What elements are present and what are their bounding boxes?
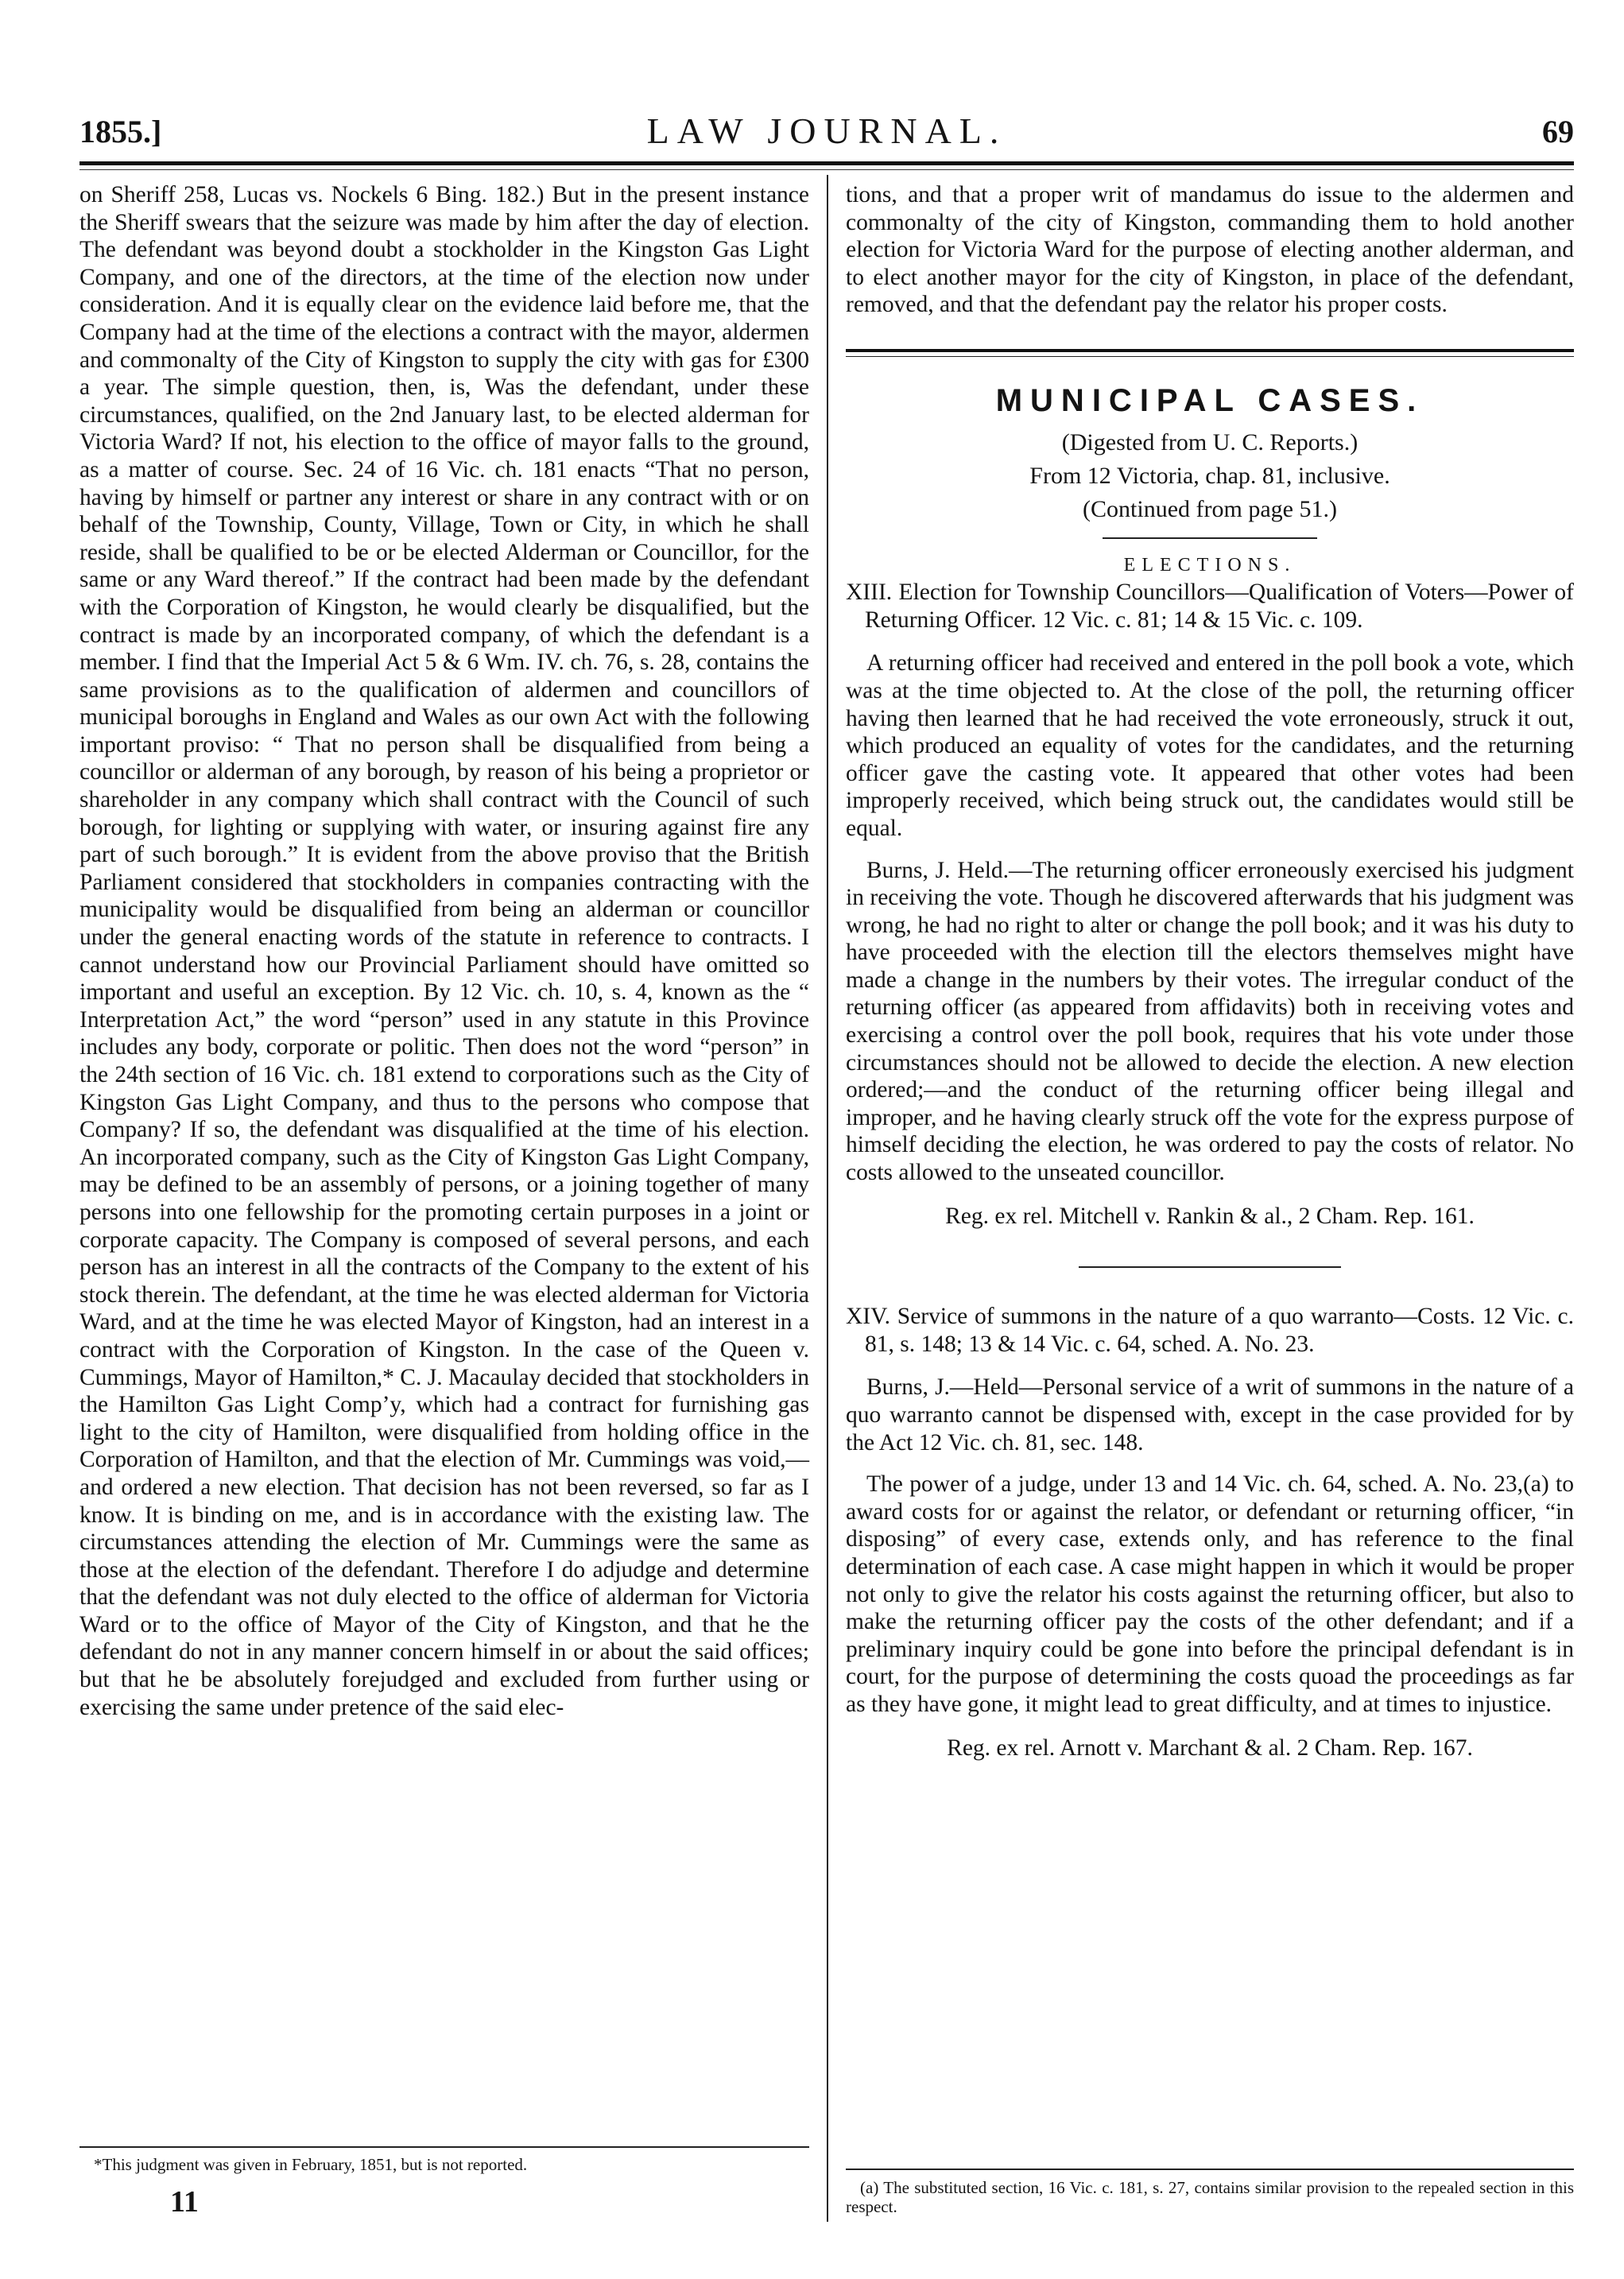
case-paragraph: Burns, J.—Held—Personal service of a writ of summons in the nature of a quo warranto cannot be dispensed with, except in the case provided for by the Act 12 Vic. ch. 81, sec. 148. [846, 1374, 1574, 1455]
left-column [79, 181, 809, 1721]
from-line: From 12 Victoria, chap. 81, inclusive. [1029, 462, 1390, 489]
case-heading: XIV. Service of summons in the nature of a quo warranto—Costs. 12 Vic. c. 81, s. 148; 13 & 14 Vic. c. 64, sched. A. No. 23. [846, 1304, 1574, 1357]
left-column-paragraph: on Sheriff 258, Lucas vs. Nockels 6 Bing. 182.) But in the present instance the Sheriff swears that the seizure was made by him after the day of election. The defendant was beyond doubt a stockholder in the Kingston Gas Light Company, and one of the directors, at the time of the election now under consideration. And it is equally clear on the evidence laid before me, that the Company had at the time of the elections a contract with the mayor, aldermen and commonalty of the City of Kingston to supply the city with gas for £300 a year. The simple question, then, is, Was the defendant, under these circumstances, qualified, on the 2nd January last, to be elected alderman for Victoria Ward? If not, his election to the office of mayor falls to the ground, as a matter of course. Sec. 24 of 16 Vic. ch. 181 enacts “That no person, having by himself or partner any interest or share in any contract with or on behalf of the Township, County, Village, Town or City, in which he shall reside, shall be qualified to be or be elected Alderman or Councillor, for the same or any Ward thereof.” If the contract had been made by the defendant with the Corporation of Kingston, he would clearly be disqualified, but the contract is made by an incorporated company, of which the defendant is a member. I find that the Imperial Act 5 & 6 Wm. IV. ch. 76, s. 28, contains the same provisions as to the qualification of aldermen and councillors of municipal boroughs in England and Wales as our own Act with the following important proviso: “ That no person shall be disqualified from being a councillor or alderman of any borough, by reason of his being a proprietor or shareholder in any company which shall contract with the Council of such borough, for lighting or supplying with water, or insuring against fire any part of such borough.” It is evident from the above proviso that the British Parliament considered that stockholders in companies contracting with the municipality would be disqualified from being an alderman or councillor under the general enacting words of the statute in reference to contracts. I cannot understand how our Provincial Parliament should have omitted so important and useful an exception. By 12 Vic. ch. 10, s. 4, known as the “ Interpretation Act,” the word “person” used in any statute in this Province includes any body, corporate or politic. Then does not the word “person” in the 24th section of 16 Vic. ch. 181 extend to corporations such as the City of Kingston Gas Light Company, and thus to the persons who compose that Company? If so, the defendant was disqualified at the time of his election. An incorporated company, such as the City of Kingston Gas Light Company, may be defined to be an assembly of persons, or a joining together of many persons into one fellowship for the promoting certain purposes in a joint or corporate capacity. The Company is composed of several persons, and each person has an interest in all the contracts of the Company to the extent of his stock therein. The defendant, at the time he was elected alderman for Victoria Ward, and at the time he was elected Mayor of Kingston, had an interest in a contract with the Corporation of Kingston. In the case of the Queen v. Cummings, Mayor of Hamilton,* C. J. Macaulay decided that stockholders in the Hamilton Gas Light Comp’y, which had a contract for furnishing gas light to the city of Hamilton, were disqualified from holding office in the Corporation of Hamilton, and that the election of Mr. Cummings was void,—and ordered a new election. That decision has not been reversed, so far as I know. It is binding on me, and is in accordance with the existing law. The circumstances attending the election of Mr. Cummings were the same as those at the election of the defendant. Therefore I do adjudge and determine that the defendant was not duly elected to the office of alderman for Victoria Ward or to the office of Mayor of the City of Kingston, and that he the defendant do not in any manner concern himself in or about the said offices; but that he be absolutely forejudged and excluded from further using or exercising the same under pretence of the said elec- [79, 182, 809, 1720]
right-column [846, 181, 1574, 1762]
section-title: MUNICIPAL CASES. [995, 382, 1424, 418]
page-number: 69 [1542, 114, 1574, 149]
case-paragraph: Burns, J. Held.—The returning officer erroneously exercised his judgment in receiving the vote. Though he discovered afterwards that his judgment was wrong, he had no right to alter or change the poll book; and it was his duty to have proceeded with the election till the electors themselves might have made a change in the numbers by their votes. The irregular conduct of the returning officer (as appeared from affidavits) both in receiving votes and exercising a control over the poll book, requires that his vote under those circumstances should not be allowed to decide the election. A new election ordered;—and the conduct of the returning officer being illegal and improper, and he having clearly struck off the vote for the express purpose of himself deciding the election, he was ordered to pay the costs of relator. No costs allowed to the unseated councillor. [846, 857, 1574, 1186]
case-paragraph: The power of a judge, under 13 and 14 Vic. ch. 64, sched. A. No. 23,(a) to award costs for or against the relator, or defendant or returning officer, “in disposing” of every case, extends only, and has reference to the final determination of each case. A case might happen in which it would be proper not only to give the relator his costs against the returning officer, but also to make the returning officer pay the costs of the other defendant; and if a preliminary inquiry could be gone into before the principal defendant is in court, for the purpose of determining the costs quoad the proceedings as far as they have gone, it might lead to great difficulty, and at times to injustice. [846, 1471, 1574, 1717]
footnote-rule-left [79, 2146, 809, 2148]
short-rule [1103, 537, 1317, 539]
section-rule-thick [846, 349, 1574, 352]
digest-line: (Digested from U. C. Reports.) [1061, 428, 1359, 455]
running-header [79, 110, 1574, 157]
header-rule-thin [79, 169, 1574, 170]
header-year: 1855.] [79, 114, 162, 149]
signature-mark: 11 [170, 2185, 199, 2219]
footnote-rule-right [846, 2169, 1574, 2170]
column-divider [827, 175, 828, 2222]
journal-title: LAW JOURNAL. [646, 110, 1007, 151]
case-citation: Reg. ex rel. Arnott v. Marchant & al. 2 Cham. Rep. 167. [947, 1734, 1473, 1761]
footnote-right [846, 2178, 1574, 2216]
subsection-heading: ELECTIONS. [1123, 554, 1296, 576]
case-separator-rule [1079, 1266, 1341, 1268]
header-rule-thick [79, 161, 1574, 165]
continuation-paragraph: tions, and that a proper writ of mandamus do issue to the aldermen and commonalty of the city of Kingston, commanding them to hold another election for Victoria Ward for the purpose of electing another alderman, and to elect another mayor for the city of Kingston, in place of the defendant, removed, and that the defendant pay the relator his proper costs. [846, 182, 1574, 318]
footnote-text: (a) The substituted section, 16 Vic. c. 181, s. 27, contains similar provision to the repealed section in this respect. [846, 2178, 1574, 2216]
continued-line: (Continued from page 51.) [1083, 495, 1337, 522]
section-rule-thin [846, 356, 1574, 357]
case-citation: Reg. ex rel. Mitchell v. Rankin & al., 2 Cham. Rep. 161. [945, 1203, 1475, 1229]
footnote-left [79, 2154, 809, 2175]
case-paragraph: A returning officer had received and entered in the poll book a vote, which was at the time objected to. At the close of the poll, the returning officer having then learned that he had received the vote erroneously, struck it out, which produced an equality of votes for the candidates, and the returning officer gave the casting vote. It appeared that other votes had been improperly received, which being struck out, the candidates would still be equal. [846, 650, 1574, 841]
footnote-text: *This judgment was given in February, 1851, but is not reported. [94, 2155, 528, 2174]
case-heading: XIII. Election for Township Councillors—Qualification of Voters—Power of Returning Officer. 12 Vic. c. 81; 14 & 15 Vic. c. 109. [846, 579, 1574, 633]
